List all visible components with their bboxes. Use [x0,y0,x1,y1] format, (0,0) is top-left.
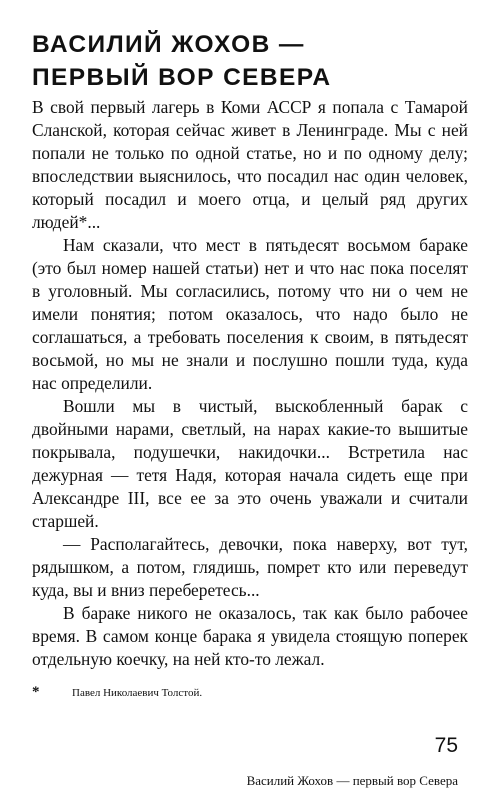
paragraph-1: В свой первый лагерь в Коми АССР я попала с Тамарой Сланской, которая сейчас живет в Ленинграде. Мы с ней попали не только по одной статье, но и по одному делу; впоследствии выяснилось, что посадил нас один человек, который посадил и моего отца, и целый ряд других людей*... [32,97,468,232]
running-footer: Василий Жохов — первый вор Севера [246,773,458,788]
paragraph-3: Вошли мы в чистый, выскобленный барак с двойными нарами, светлый, на нарах какие-то вышитые покрывала, подушечки, накидочки... Встретила нас дежурная — тетя Надя, которая начала сидеть еще при Александре III, все ее за это очень уважали и считали старшей. [32,396,468,531]
paragraph-2: Нам сказали, что мест в пятьдесят восьмом бараке (это был номер нашей статьи) нет и что нас пока поселят в уголовный. Мы согласились, потому что ни о чем не имели понятия; потом оказалось, что надо было не соглашаться, а требовать поселения к своим, в пятьдесят восьмой, но мы не знали и послушно пошли туда, куда нас определили. [32,235,468,393]
chapter-title-line-1: ВАСИЛИЙ ЖОХОВ — [32,31,305,58]
footnote-text: Павел Николаевич Толстой. [72,687,203,699]
footnote [32,686,202,700]
paragraph-5: В бараке никого не оказалось, так как было рабочее время. В самом конце барака я увидела стоящую поперек отдельную коечку, на ней кто-то лежал. [32,603,468,669]
chapter-title [32,28,331,94]
footnote-mark: * [32,684,40,700]
paragraph-4: — Располагайтесь, девочки, пока наверху, вот тут, рядышком, а потом, глядишь, помрет кто или переведут куда, вы и вниз переберетесь... [32,534,468,600]
body-text [32,96,468,671]
chapter-title-line-2: ПЕРВЫЙ ВОР СЕВЕРА [32,64,332,91]
page-number: 75 [434,734,458,757]
